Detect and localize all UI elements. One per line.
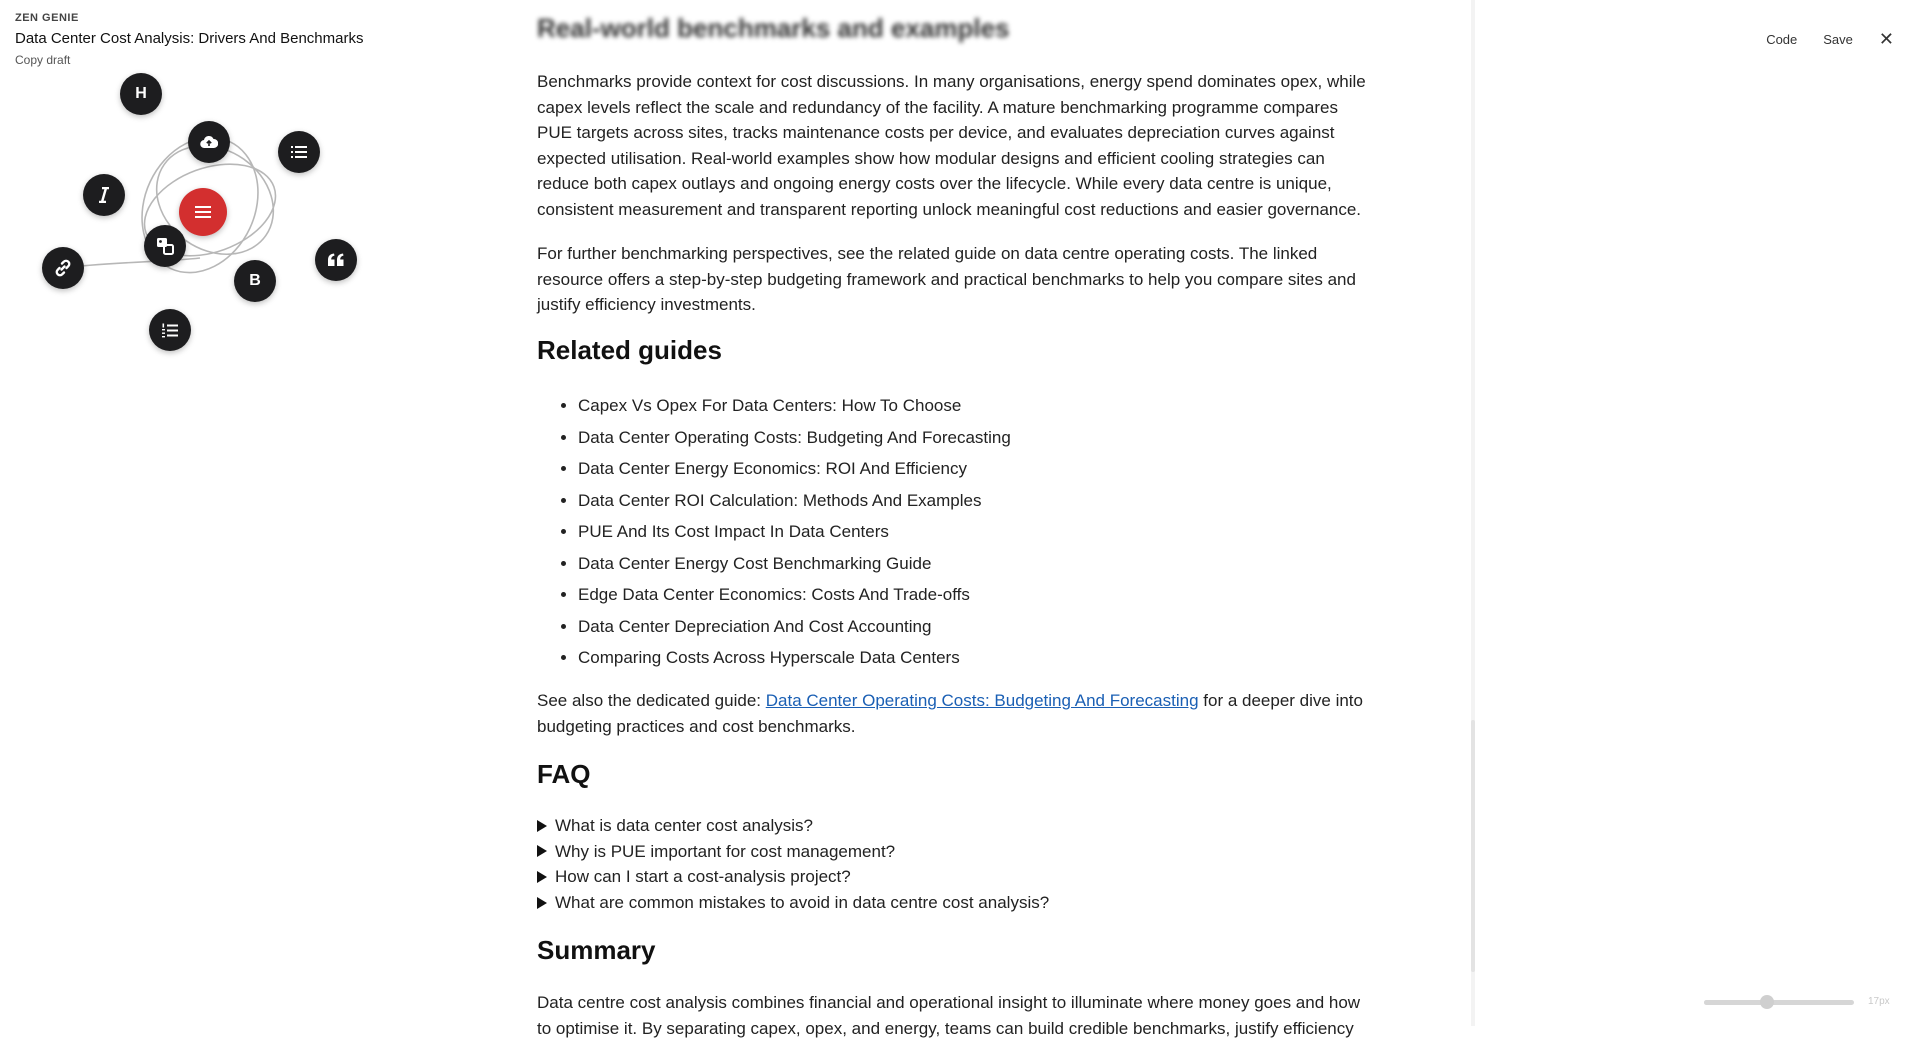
faq-heading: FAQ: [537, 759, 591, 789]
section-heading: Real-world benchmarks and examples: [537, 13, 1010, 43]
faq-item[interactable]: [537, 864, 1049, 890]
slider-fill: [1704, 1000, 1767, 1005]
list-item: • Data Center Energy Cost Benchmarking Guide: [578, 548, 1011, 580]
further-benchmarking-paragraph: For further benchmarking perspectives, see the related guide on data centre operating costs. The linked resource offers a step-by-step budgeting framework and practical benchmarks to help you compare sites and justify efficiency investments.: [537, 244, 1356, 314]
orbit-decoration: [0, 0, 380, 370]
see-also-paragraph: [537, 688, 1367, 739]
menu-icon[interactable]: [179, 188, 227, 236]
summary-heading: Summary: [537, 935, 656, 965]
quote-icon[interactable]: [315, 239, 357, 281]
bold-label: B: [249, 272, 261, 289]
see-also-suffix: for a deeper dive into budgeting practices and cost benchmarks.: [537, 691, 1363, 736]
radial-tool-menu: [0, 0, 380, 370]
disclosure-triangle-icon: [537, 897, 547, 909]
save-button[interactable]: Save: [1823, 31, 1853, 47]
slider-knob[interactable]: [1760, 995, 1774, 1009]
disclosure-triangle-icon: [537, 820, 547, 832]
faq-question: What are common mistakes to avoid in data centre cost analysis?: [555, 892, 1050, 912]
close-icon[interactable]: ✕: [1878, 29, 1894, 49]
list-item: • PUE And Its Cost Impact In Data Centers: [578, 516, 1011, 548]
list-item: • Data Center Depreciation And Cost Accounting: [578, 611, 1011, 643]
list-icon[interactable]: [278, 131, 320, 173]
image-icon[interactable]: [144, 225, 186, 267]
faq-list: [537, 813, 1049, 915]
link-icon[interactable]: [42, 247, 84, 289]
list-item: • Capex Vs Opex For Data Centers: How To Choose: [578, 390, 1011, 422]
faq-item[interactable]: [537, 890, 1049, 916]
benchmarks-paragraph: Benchmarks provide context for cost discussions. In many organisations, energy spend dominates opex, while capex levels reflect the scale and redundancy of the facility. A mature benchmarking programme compares PUE targets across sites, tracks maintenance costs per device, and evaluates depreciation curves against expected utilisation. Real-world examples show how modular designs and efficient cooling strategies can reduce both capex outlays and ongoing energy costs over the lifecycle. While every data centre is unique, consistent measurement and transparent reporting unlock meaningful cost reductions and easier governance.: [537, 72, 1366, 219]
faq-item[interactable]: [537, 813, 1049, 839]
upload-cloud-icon[interactable]: [188, 121, 230, 163]
list-item: • Data Center Operating Costs: Budgeting And Forecasting: [578, 422, 1011, 454]
italic-icon[interactable]: [83, 174, 125, 216]
list-item: • Comparing Costs Across Hyperscale Data Centers: [578, 642, 1011, 674]
operating-costs-link[interactable]: Data Center Operating Costs: Budgeting And Forecasting: [765, 691, 1199, 710]
document-title: Data Center Cost Analysis: Drivers And Benchmarks: [15, 30, 364, 47]
summary-paragraph: Data centre cost analysis combines financial and operational insight to illuminate where money goes and how to optimise it. By separating capex, opex, and energy, teams can build credible benchmarks, justify efficiency: [537, 993, 1361, 1038]
disclosure-triangle-icon: [537, 845, 547, 857]
heading-label: H: [135, 85, 147, 102]
related-guides-list: [537, 390, 1011, 674]
font-size-slider[interactable]: [1704, 995, 1854, 1009]
font-size-value: 17px: [1868, 996, 1890, 1007]
faq-question: Why is PUE important for cost management?: [555, 841, 896, 861]
scrollbar-thumb[interactable]: [1471, 720, 1475, 972]
faq-question: How can I start a cost-analysis project?: [555, 867, 851, 887]
list-item: • Edge Data Center Economics: Costs And Trade-offs: [578, 579, 1011, 611]
faq-item[interactable]: [537, 839, 1049, 865]
bold-icon[interactable]: [234, 260, 276, 302]
ordered-list-icon[interactable]: [149, 309, 191, 351]
related-guides-heading: Related guides: [537, 335, 722, 365]
heading-icon[interactable]: [120, 73, 162, 115]
list-item: • Data Center ROI Calculation: Methods And Examples: [578, 485, 1011, 517]
document-subtitle: Copy draft: [15, 53, 71, 67]
app-brand: ZEN GENIE: [15, 12, 79, 24]
top-toolbar: [1766, 30, 1894, 48]
disclosure-triangle-icon: [537, 871, 547, 883]
see-also-prefix: See also the dedicated guide:: [537, 691, 766, 710]
list-item: • Data Center Energy Economics: ROI And Efficiency: [578, 453, 1011, 485]
faq-question: What is data center cost analysis?: [555, 816, 813, 835]
code-button[interactable]: Code: [1766, 31, 1798, 47]
